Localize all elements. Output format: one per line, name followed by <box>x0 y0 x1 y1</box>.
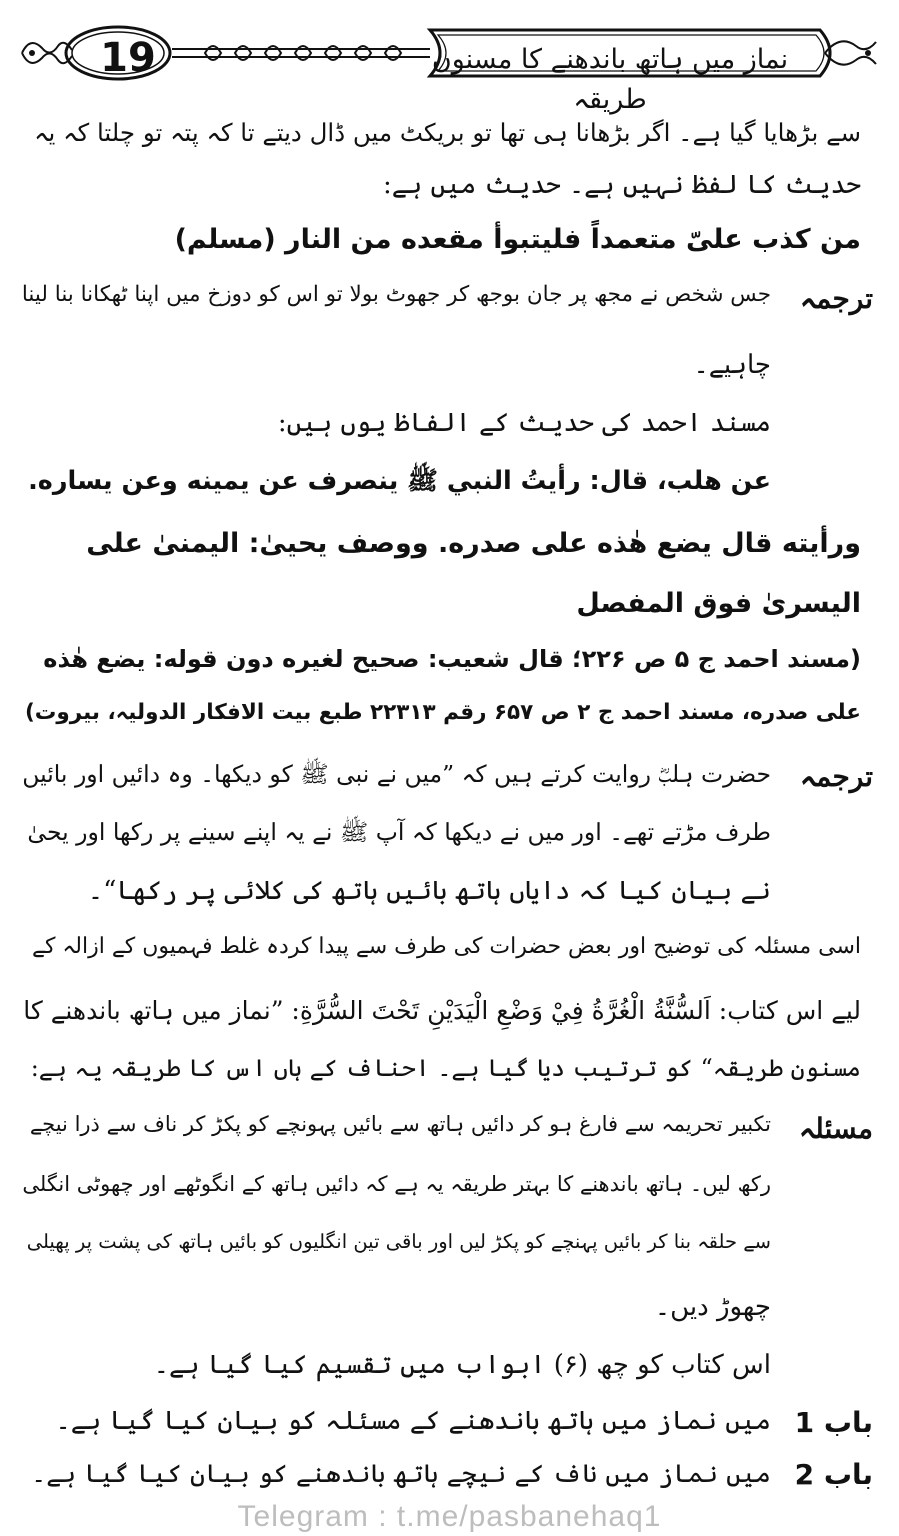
arabic-hadith-line: اليسرىٰ فوق المفصل <box>576 588 861 619</box>
text-line: سے حلقہ بنا کر بائیں پہنچے کو پکڑ لیں اور باقی تین انگلیوں کو بائیں ہاتھ کی پشت پر پھیلی <box>26 1230 771 1253</box>
chapter-description: میں نماز میں ہاتھ باندھنے کے مسئلہ کو بیان کیا گیا ہے۔ <box>55 1406 771 1436</box>
text-line: چاہیے۔ <box>693 350 771 380</box>
chapter-description: میں نماز میں ناف کے نیچے ہاتھ باندھنے کو بیان کیا گیا ہے۔ <box>31 1459 771 1489</box>
translation-label: ترجمہ <box>799 760 873 793</box>
text-line: نے بیان کیا کہ دایاں ہاتھ بائیں ہاتھ کی کلائی پر رکھا“۔ <box>87 876 771 906</box>
telegram-watermark: Telegram : t.me/pasbanehaq1 <box>237 1500 662 1533</box>
text-line: رکھ لیں۔ ہاتھ باندھنے کا بہتر طریقہ یہ ہے کہ دائیں ہاتھ کے انگوٹھے اور چھوٹی انگلی <box>22 1172 771 1196</box>
chapter-label: باب 2 <box>794 1458 873 1491</box>
text-line: مسند احمد کی حدیث کے الفاظ یوں ہیں: <box>277 408 771 438</box>
masla-label: مسئلہ <box>798 1112 873 1145</box>
reference-line: (مسند احمد ج ۵ ص ۲۲۶؛ قال شعيب: صحيح لغيره دون قوله: يضع هٰذه <box>43 645 861 673</box>
text-line: اس کتاب کو چھ (۶) ابواب میں تقسیم کیا گیا ہے۔ <box>153 1350 771 1380</box>
text-line: چھوڑ دیں۔ <box>654 1292 771 1322</box>
text-line: تکبیر تحریمہ سے فارغ ہو کر دائیں ہاتھ سے بائیں پہونچے کو پکڑ کر ناف سے ذرا نیچے <box>29 1112 771 1136</box>
text-line: حضرت ہلبؓ روایت کرتے ہیں کہ ”میں نے نبی ﷺ کو دیکھا۔ وہ دائیں اور بائیں <box>22 760 771 788</box>
arabic-hadith-line: من کذب علیّ متعمداً فلیتبوأ مقعده من النار (مسلم) <box>174 224 861 255</box>
page-header <box>20 18 880 115</box>
text-line: لیے اس کتاب: اَلسُّنَّةُ الْغُرَّةُ فِيْ وَضْعِ الْيَدَيْنِ تَحْتَ السُّرَّةِ: ”نماز میں ہاتھ باندھنے کا <box>23 996 861 1025</box>
arabic-hadith-line: عن هلب، قال: رأيتُ النبي ﷺ ينصرف عن يمينه وعن يساره. <box>28 466 771 496</box>
text-line: سے بڑھایا گیا ہے۔ اگر بڑھانا ہی تھا تو بریکٹ میں ڈال دیتے تا کہ پتہ تو چلتا کہ یہ <box>34 118 861 147</box>
text-line: جس شخص نے مجھ پر جان بوجھ کر جھوٹ بولا تو اس کو دوزخ میں اپنا ٹھکانا بنا لینا <box>21 282 771 307</box>
reference-line: على صدره، مسند احمد ج ۲ ص ۶۵۷ رقم ۲۲۳۱۳ طبع بیت الافکار الدولیہ، بیروت) <box>24 700 861 725</box>
chapter-label: باب 1 <box>794 1406 873 1439</box>
text-line: طرف مڑتے تھے۔ اور میں نے دیکھا کہ آپ ﷺ نے یہ اپنے سینے پر رکھا اور یحیٰ <box>27 818 771 846</box>
running-header-title: نماز میں ہاتھ باندھنے کا مسنون طریقہ <box>431 44 789 115</box>
page-number: 19 <box>100 35 156 81</box>
text-line: حدیث کا لفظ نہیں ہے۔ حدیث میں ہے: <box>383 170 861 200</box>
text-line: مسنون طریقہ“ کو ترتیب دیا گیا ہے۔ احناف کے ہاں اس کا طریقہ یہ ہے: <box>30 1054 861 1082</box>
text-line: اسی مسئلہ کی توضیح اور بعض حضرات کی طرف سے پیدا کردہ غلط فہمیوں کے ازالہ کے <box>32 934 861 959</box>
arabic-hadith-line: ورأيته قال يضع هٰذه على صدره. ووصف يحيىٰ: اليمنىٰ على <box>86 528 861 559</box>
translation-label: ترجمہ <box>799 282 873 315</box>
